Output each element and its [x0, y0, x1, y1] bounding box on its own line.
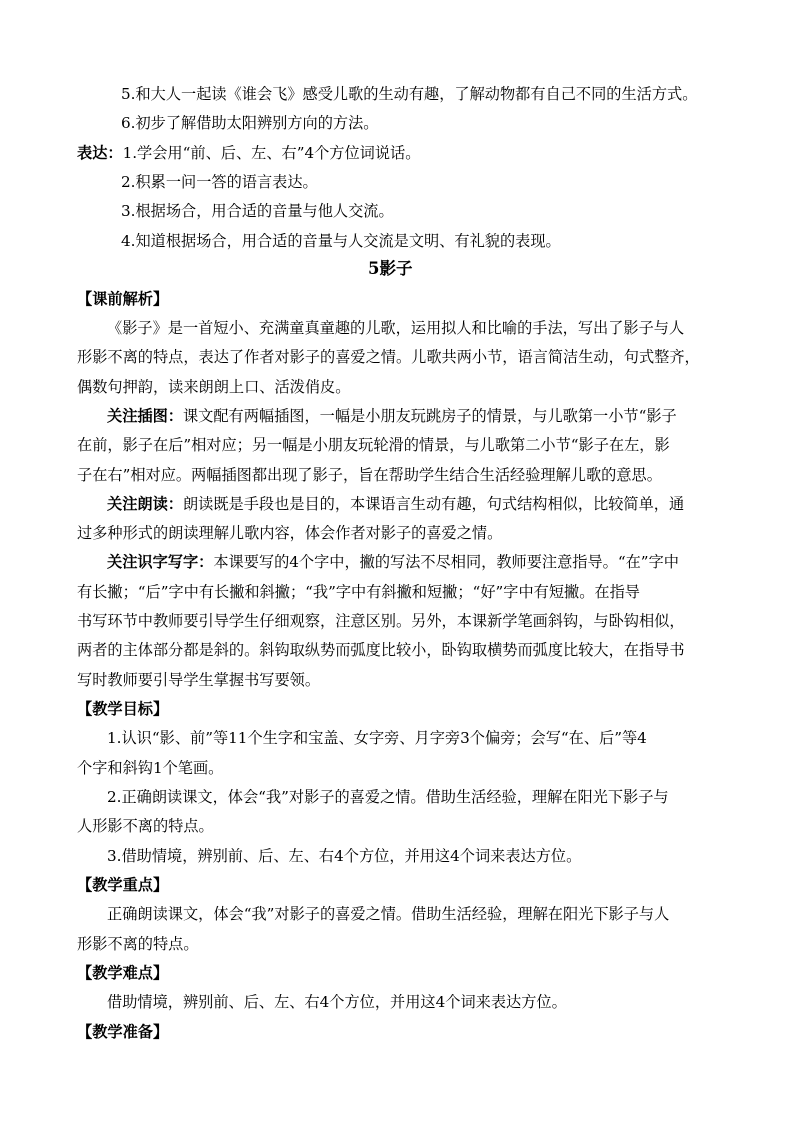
analysis-p4-line: 有长撇；“后”字中有长撇和斜撇；“我”字中有斜撇和短撇；“好”字中有短撇。在指导 [77, 583, 640, 601]
p2-label: 关注插图： [107, 407, 183, 425]
expression-item-2: 2.积累一问一答的语言表达。 [121, 173, 318, 191]
goal-1-line: 1.认识“影、前”等11个生字和宝盖、女字旁、月字旁3个偏旁；会写“在、后”等4 [107, 729, 647, 747]
analysis-p2-line [107, 406, 677, 426]
top-item-5: 5.和大人一起读《谁会飞》感受儿歌的生动有趣，了解动物都有自己不同的生活方式。 [121, 85, 698, 103]
focus-line: 形影不离的特点。 [77, 935, 199, 953]
analysis-p1-line: 形影不离的特点，表达了作者对影子的喜爱之情。儿歌共两小节，语言简洁生动，句式整齐， [77, 348, 700, 366]
difficulty-line: 借助情境，辨别前、后、左、右4个方位，并用这4个词来表达方位。 [107, 993, 567, 1011]
expression-label: 表达： [77, 144, 123, 162]
difficulty-heading: 【教学难点】 [77, 964, 169, 982]
goal-3: 3.借助情境，辨别前、后、左、右4个方位，并用这4个词来表达方位。 [107, 847, 582, 865]
p2-text: 课文配有两幅插图，一幅是小朋友玩跳房子的情景，与儿歌第一小节“影子 [182, 407, 677, 425]
expression-item-4: 4.知道根据场合，用合适的音量与人交流是文明、有礼貌的表现。 [121, 232, 561, 250]
goal-1-line: 个字和斜钩1个笔画。 [77, 759, 224, 777]
goal-2-line: 2.正确朗读课文，体会“我”对影子的喜爱之情。借助生活经验，理解在阳光下影子与 [107, 788, 669, 806]
analysis-p4-line: 书写环节中教师要引导学生仔细观察，注意区别。另外，本课新学笔画斜钩，与卧钩相似， [77, 612, 685, 630]
analysis-p3-line [107, 494, 684, 514]
focus-heading: 【教学重点】 [77, 876, 169, 894]
analysis-p4-line: 写时教师要引导学生掌握书写要领。 [77, 671, 320, 689]
analysis-heading: 【课前解析】 [77, 290, 169, 308]
goals-heading: 【教学目标】 [77, 700, 169, 718]
analysis-p4-line [107, 552, 679, 572]
p4-label: 关注识字写字： [107, 553, 214, 571]
focus-line: 正确朗读课文，体会“我”对影子的喜爱之情。借助生活经验，理解在阳光下影子与人 [107, 905, 670, 923]
goal-2-line: 人形影不离的特点。 [77, 817, 214, 835]
p4-text: 本课要写的4个字中，撇的写法不尽相同，教师要注意指导。“在”字中 [213, 553, 679, 571]
expression-item-1 [77, 143, 420, 163]
preparation-heading: 【教学准备】 [77, 1023, 169, 1041]
expression-item-3: 3.根据场合，用合适的音量与他人交流。 [121, 202, 394, 220]
analysis-p1-line: 《影子》是一首短小、充满童真童趣的儿歌，运用拟人和比喻的手法，写出了影子与人 [107, 319, 685, 337]
p3-label: 关注朗读： [107, 495, 183, 513]
analysis-p4-line: 两者的主体部分都是斜的。斜钩取纵势而弧度比较小，卧钩取横势而弧度比较大，在指导书 [77, 641, 685, 659]
expression-item-1-text: 1.学会用“前、后、左、右”4个方位词说话。 [122, 144, 421, 162]
top-item-6: 6.初步了解借助太阳辨别方向的方法。 [121, 114, 379, 132]
analysis-p2-line: 在前，影子在后”相对应；另一幅是小朋友玩轮滑的情景，与儿歌第二小节“影子在左，影 [77, 436, 670, 454]
analysis-p3-line: 过多种形式的朗读理解儿歌内容，体会作者对影子的喜爱之情。 [77, 524, 503, 542]
p3-text: 朗读既是手段也是目的，本课语言生动有趣，句式结构相似，比较简单，通 [182, 495, 685, 513]
analysis-p2-line: 子在右”相对应。两幅插图都出现了影子，旨在帮助学生结合生活经验理解儿歌的意思。 [77, 466, 662, 484]
analysis-p1-line: 偶数句押韵，读来朗朗上口、活泼俏皮。 [77, 378, 351, 396]
lesson-title: 5影子 [368, 259, 413, 278]
